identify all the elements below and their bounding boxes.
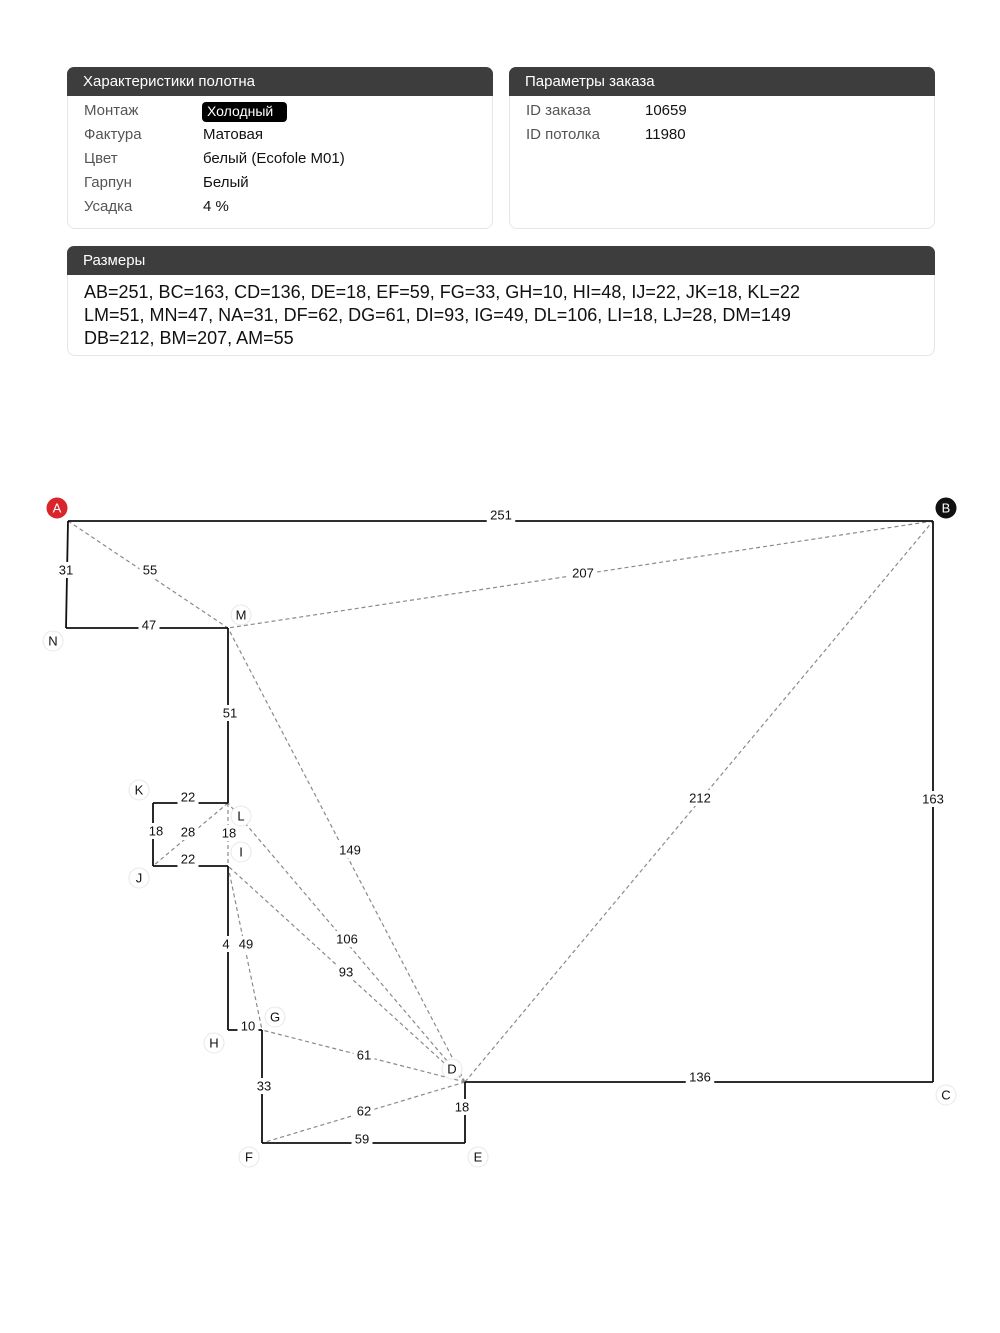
wall-label-fg: 33 (256, 1078, 272, 1094)
montage-badge: Холодный (202, 102, 287, 122)
vertex-label-i: I (239, 844, 243, 860)
vertex-label-h: H (209, 1035, 219, 1051)
order-id-label: ID заказа (526, 102, 591, 119)
wall-label-hi: 4 (222, 936, 230, 952)
wall-label-de: 18 (454, 1099, 470, 1115)
wall-label-mn: 47 (141, 617, 157, 633)
ceiling-id-value: 11980 (645, 126, 686, 143)
spec-label-montage: Монтаж (84, 102, 139, 119)
wall-label-cd: 136 (689, 1069, 711, 1085)
spec-label-color: Цвет (84, 150, 118, 167)
diagonal-label-bm: 207 (572, 565, 594, 581)
spec-label-harpoon: Гарпун (84, 174, 132, 191)
vertex-label-f: F (245, 1149, 253, 1165)
wall-label-ij: 22 (180, 851, 196, 867)
diagonal-label-ig: 49 (238, 936, 254, 952)
vertex-label-l: L (237, 808, 245, 824)
sizes-line: DB=212, BM=207, AM=55 (84, 328, 294, 348)
spec-value-color: белый (Ecofole M01) (203, 150, 345, 167)
diagonal-label-lj: 28 (180, 824, 196, 840)
spec-label-shrinkage: Усадка (84, 198, 133, 215)
wall-label-bc: 163 (922, 791, 944, 807)
spec-value-harpoon: Белый (203, 174, 249, 191)
diagonal-label-am: 55 (142, 562, 158, 578)
order-id-value: 10659 (645, 102, 687, 119)
diagonal-label-df: 62 (356, 1103, 372, 1119)
sizes-line: LM=51, MN=47, NA=31, DF=62, DG=61, DI=93, IG=49, DL=106, LI=18, LJ=28, DM=149 (84, 305, 791, 325)
wall-label-ab: 251 (490, 507, 512, 523)
spec-value-shrinkage: 4 % (203, 198, 229, 215)
vertex-label-a: A (52, 500, 62, 516)
vertex-label-n: N (48, 633, 58, 649)
vertex-label-c: C (941, 1087, 951, 1103)
specs-title: Характеристики полотна (67, 67, 493, 96)
diagonal-label-dl: 106 (336, 931, 358, 947)
wall-label-gh: 10 (240, 1018, 256, 1034)
vertex-label-k: K (134, 782, 144, 798)
order-title: Параметры заказа (509, 67, 935, 96)
wall-label-jk: 18 (148, 823, 164, 839)
diagonal-label-di: 93 (338, 964, 354, 980)
wall-label-lm: 51 (222, 705, 238, 721)
diagonal-label-li: 18 (221, 825, 237, 841)
diagonal-label-dm: 149 (339, 842, 361, 858)
wall-label-kl: 22 (180, 789, 196, 805)
vertex-label-j: J (135, 870, 143, 886)
sizes-title: Размеры (67, 246, 935, 275)
vertex-label-b: B (941, 500, 951, 516)
wall-label-na: 31 (58, 562, 74, 578)
vertex-label-g: G (269, 1009, 281, 1025)
spec-label-texture: Фактура (84, 126, 142, 143)
sizes-line: AB=251, BC=163, CD=136, DE=18, EF=59, FG=33, GH=10, HI=48, IJ=22, JK=18, KL=22 (84, 282, 800, 302)
vertex-label-m: M (235, 607, 247, 623)
spec-value-texture: Матовая (203, 126, 263, 143)
vertex-label-d: D (447, 1061, 457, 1077)
ceiling-id-label: ID потолка (526, 126, 601, 143)
diagonal-label-dg: 61 (356, 1047, 372, 1063)
vertex-label-e: E (473, 1149, 483, 1165)
diagonal-label-db: 212 (689, 790, 711, 806)
wall-label-ef: 59 (354, 1131, 370, 1147)
